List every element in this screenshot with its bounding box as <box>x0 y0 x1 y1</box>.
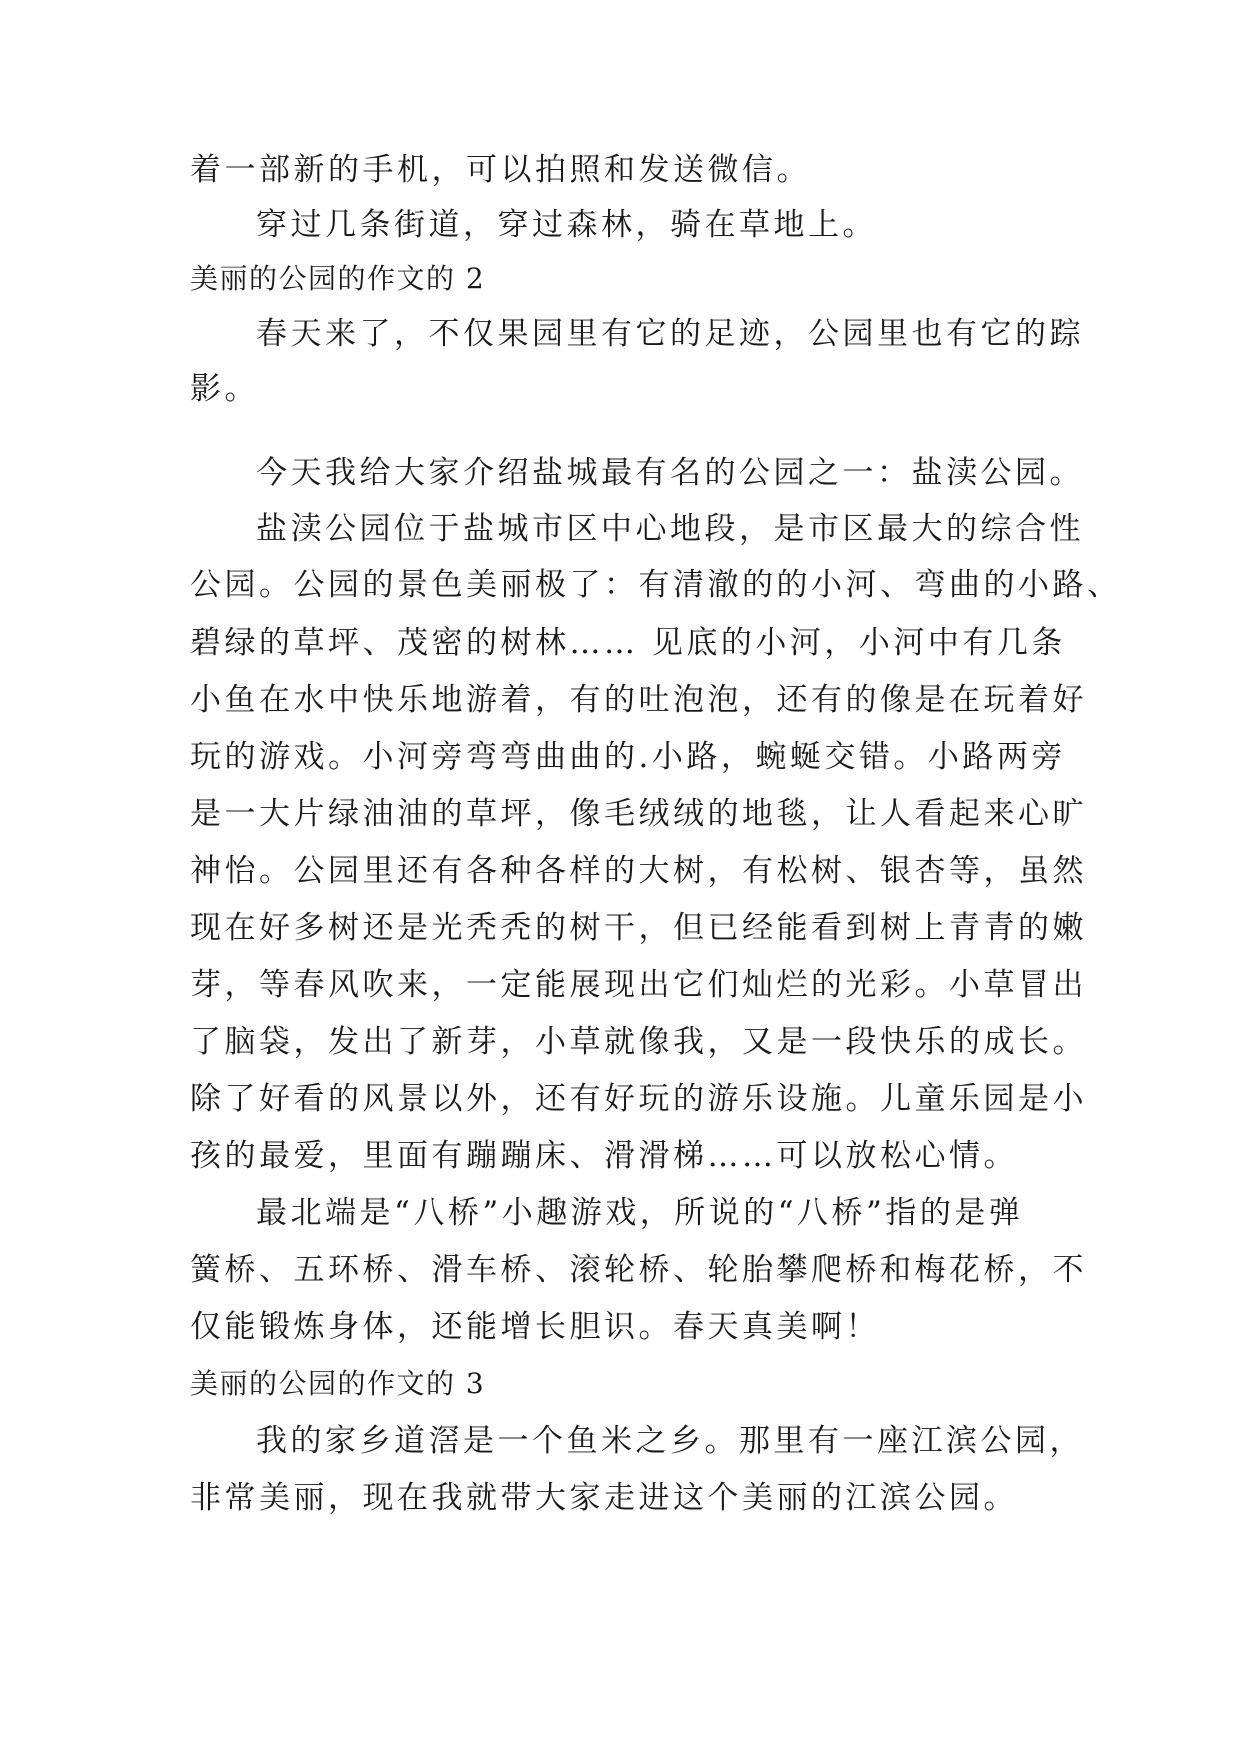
text-line: 公园。公园的景色美丽极了：有清澈的的小河、弯曲的小路、 <box>190 567 1122 603</box>
text-line: 玩的游戏。小河旁弯弯曲曲的.小路，蜿蜒交错。小路两旁 <box>190 739 1066 775</box>
text-line: 最北端是“八桥”小趣游戏，所说的“八桥”指的是弹 <box>256 1195 1024 1231</box>
text-line: 现在好多树还是光秃秃的树干，但已经能看到树上青青的嫩 <box>190 910 1087 946</box>
text-line: 除了好看的风景以外，还有好玩的游乐设施。儿童乐园是小 <box>190 1081 1087 1117</box>
text-line: 影。 <box>190 371 259 407</box>
text-line: 是一大片绿油油的草坪，像毛绒绒的地毯，让人看起来心旷 <box>190 796 1087 832</box>
section-heading: 美丽的公园的作文的 3 <box>190 1367 486 1400</box>
text-line: 我的家乡道滘是一个鱼米之乡。那里有一座江滨公园， <box>256 1423 1084 1459</box>
text-line: 簧桥、五环桥、滑车桥、滚轮桥、轮胎攀爬桥和梅花桥，不 <box>190 1252 1087 1288</box>
text-line: 神怡。公园里还有各种各样的大树，有松树、银杏等，虽然 <box>190 853 1087 889</box>
text-line: 今天我给大家介绍盐城最有名的公园之一：盐渎公园。 <box>256 455 1084 491</box>
text-line: 非常美丽，现在我就带大家走进这个美丽的江滨公园。 <box>190 1480 1018 1516</box>
section-heading: 美丽的公园的作文的 2 <box>190 262 486 295</box>
text-line: 穿过几条街道，穿过森林，骑在草地上。 <box>256 207 877 243</box>
text-line: 着一部新的手机，可以拍照和发送微信。 <box>190 152 811 188</box>
text-line: 了脑袋，发出了新芽，小草就像我，又是一段快乐的成长。 <box>190 1024 1087 1060</box>
text-line: 盐渎公园位于盐城市区中心地段，是市区最大的综合性 <box>256 511 1084 547</box>
text-line: 仅能锻炼身体，还能增长胆识。春天真美啊！ <box>190 1309 880 1345</box>
text-line: 碧绿的草坪、茂密的树林…… 见底的小河，小河中有几条 <box>190 625 1066 661</box>
text-line: 芽，等春风吹来，一定能展现出它们灿烂的光彩。小草冒出 <box>190 967 1087 1003</box>
text-line: 春天来了，不仅果园里有它的足迹，公园里也有它的踪 <box>256 316 1084 352</box>
text-line: 孩的最爱，里面有蹦蹦床、滑滑梯……可以放松心情。 <box>190 1138 1018 1174</box>
text-line: 小鱼在水中快乐地游着，有的吐泡泡，还有的像是在玩着好 <box>190 682 1087 718</box>
